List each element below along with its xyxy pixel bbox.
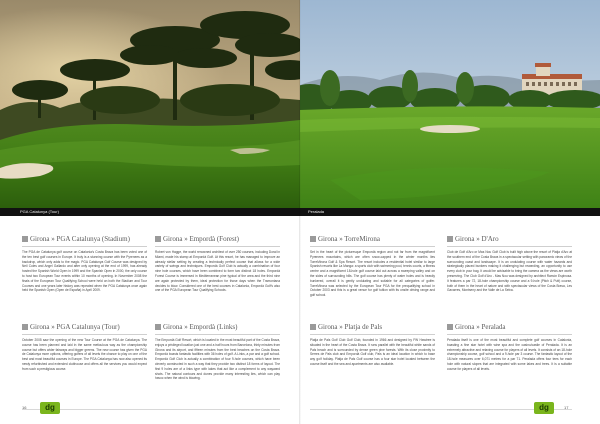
bullet-square-icon bbox=[22, 236, 28, 242]
bullet-square-icon bbox=[155, 236, 161, 242]
section-title: Girona » PGA Catalunya (Tour) bbox=[22, 323, 147, 332]
bullet-square-icon bbox=[447, 324, 453, 330]
section-body: Peralada itself is one of the most beautiful and complete golf courses in Catalonia, boasting a fine star hotel with wine spa and the casino/castle of Peralada. It is an extremely attractive and relaxing course for players of all levels. It consists of an 18-hole championship course, golf school and a 9-hole par 3 course. The fantastic layout of the 18-hole measures over 6,071 metres for a par 71. Peralada offers four tees for each hole with natural slopes that are integrated with some lakes and trees. It is a suitable course for players of all levels. bbox=[447, 338, 572, 371]
right-page bbox=[300, 0, 600, 424]
divider bbox=[310, 334, 435, 335]
section-title: Girona » Platja de Pals bbox=[310, 323, 435, 332]
section-torremirona bbox=[310, 235, 435, 298]
photo-caption: Peralada bbox=[308, 209, 325, 214]
caption-bar bbox=[0, 208, 300, 216]
section-emporda-links bbox=[155, 323, 280, 381]
section-pga-tour bbox=[22, 323, 147, 372]
section-title: Girona » TorreMirona bbox=[310, 235, 435, 244]
photo-pga-catalunya bbox=[0, 0, 300, 208]
section-platja-de-pals bbox=[310, 323, 435, 367]
dg-logo: dg bbox=[40, 402, 60, 414]
section-body: Robert von Hagge, the world renowned architect of over 250 courses, including Doral in Miami, made his stamp at Empordà Golf. At this resort, he has managed to improve an already stellar setting by creating a technically perfect course that allows for a wide variety of swings and techniques. Empordà Golf Club is actually a combination of four nine hole courses, which have been combined to form two distinct 18 holes. Empordà Forest Course is immersed in Mediterranean pine typical of the area and the third nine are again protected by them, ideal protection for those days when the Tramontana decides to blow. Considered one of the best courses in Catalonia, Empordà Golf's also one of the PGA European Tour Qualifying Schools. bbox=[155, 250, 280, 293]
section-pga-stadium bbox=[22, 235, 147, 293]
section-body: Platja de Pals Golf Club Golf Club, founded in 1966 and designed by FW Hawtree is situated in the heart of the Costa Brava. It runs parallel with the beautiful white sands of Pals beach and is surrounded by dense green pine forests. With its close proximity to Serres de Pals club and Empordà Golf club, Pals is an ideal location in which to base any golf holiday. Platja de Pals Golf course has a four star hotel located between the course itself and the sea and apartments are also available. bbox=[310, 338, 435, 366]
bullet-square-icon bbox=[155, 324, 161, 330]
section-daro bbox=[447, 235, 572, 293]
golf-course-photo-right bbox=[300, 0, 600, 208]
caption-bar bbox=[300, 208, 600, 216]
section-body: October 2005 saw the opening of the new Tour Course at the PGA de Catalunya. The course has been planned and laid in the same meticulous way as the championship course but offers wider fairways and bigger greens. The new course has given the PGA de Catalunya more options, offering golfers of all levels the chance to play on one of the best and most beautiful courses in Europe. The PGA Catalunya has now also opened its newly refurbished and extended clubhouse and offers all the services you would expect from such a prestigious course. bbox=[22, 338, 147, 371]
section-body: Set in the heart of the picturesque Empordà region and not far from the magnificent Pyrenees mountains, which are often snow-capped in the winter months lies TorreMirona Golf & Spa Resort. The resort includes a residential hotel similar to large Spanish resorts like La Manga: a sports club with swimming pool, tennis courts, a fitness centre and a magnificent 18-hole golf course laid out across a sweeping valley and on the sides of surrounding hills. The golf course has plenty of water holes and is heavily bunkered, overall it is gently undulating and suitable for all categories of golfer. TorreMirona was selected by the European Tour PGA for the prequalifying school in October 2003 and this is a great venue for golf tuition with its onsite driving range and golf school. bbox=[310, 250, 435, 298]
page-spine bbox=[299, 0, 301, 424]
golf-course-photo-left bbox=[0, 0, 300, 208]
section-body: Club de Golf d'Aro or Mas Nou Golf Club is built high above the resort of Platja d'Aro at the southern end of the Costa Brava in a spectacular setting with panoramic views of the surrounding coast and landscape. It is an undulating course with water hazards and strategically placed bunkers making it challenging but rewarding, an opportunity to use every club in your bag. It would be advisable to bring the camera as the views are worth preserving. The Club Golf d'Aro - Mas Nou was designed by architect Ramón Espinosa. It features a par 72, 18-hole championship course and a 9-hole (Pitch & Putt) course, both of them in the heart of nature and with spectacular views of the Costa Brava, Les Gavarres, Montseny and the Valle de La Selva. bbox=[447, 250, 572, 293]
bullet-square-icon bbox=[310, 236, 316, 242]
section-title: Girona » Empordà (Forest) bbox=[155, 235, 280, 244]
photo-caption: PGA Catalunya (Tour) bbox=[20, 209, 59, 214]
divider bbox=[310, 246, 435, 247]
section-emporda-forest bbox=[155, 235, 280, 293]
divider bbox=[22, 334, 147, 335]
page-number: 17 bbox=[564, 405, 569, 410]
page-number: 16 bbox=[22, 405, 27, 410]
section-peralada bbox=[447, 323, 572, 372]
footer bbox=[310, 402, 572, 414]
bullet-square-icon bbox=[447, 236, 453, 242]
section-title: Girona » PGA Catalunya (Stadium) bbox=[22, 235, 147, 244]
section-title: Girona » Peralada bbox=[447, 323, 572, 332]
dg-logo: dg bbox=[534, 402, 554, 414]
divider bbox=[155, 246, 280, 247]
section-body: The Empordà Golf Resort, which is located in the most beautiful part of the Costa Brava, enjoys a privileged location just one and a half hours from Barcelona, thirty minutes from Girona and its airport, and fifteen minutes from the best beaches on the Costa Brava. Empordà boasts fantastic facilities with 36 holes of golf. A Links, a par and a golf school. Empordà Golf Club is actually a combination of four 9-hole courses, which have been cleverly constructed in such a way that they provide two distinct 18 forms of layout. The first 9 holes are of a links type with lakes that act like a complement to any wayward shots. The natural contours and dunes provide many interesting lies, which can play havoc when the wind is blowing. bbox=[155, 338, 280, 381]
divider bbox=[155, 334, 280, 335]
bullet-square-icon bbox=[22, 324, 28, 330]
section-body: The PGA de Catalunya golf course on Catalonia's Costa Brava has been voted one of the ten best golf courses in Europe. It truly is a stunning course with the Pyrenees as a backdrop, which only adds to the magic. PGA Catalunya Golf Course was designed by Neil Coles and Angel Gallardo and after only opening at the end of 1999, has already hosted the Spanish World Open in 1999 and the Spanish Open in 2000, the only course to host two European Tour events within 10 months of opening. In November 2008 the finals of the European Tour Qualifying School were held on both the Stadium and Tour Courses and one years later history was repeated when the PGA Catalunya once again held the Spanish Open (Open de España) in April 2009. bbox=[22, 250, 147, 293]
bullet-square-icon bbox=[310, 324, 316, 330]
section-title: Girona » D'Aro bbox=[447, 235, 572, 244]
divider bbox=[447, 334, 572, 335]
photo-peralada bbox=[300, 0, 600, 208]
section-title: Girona » Empordà (Links) bbox=[155, 323, 280, 332]
divider bbox=[447, 246, 572, 247]
divider bbox=[22, 246, 147, 247]
footer bbox=[22, 402, 280, 414]
